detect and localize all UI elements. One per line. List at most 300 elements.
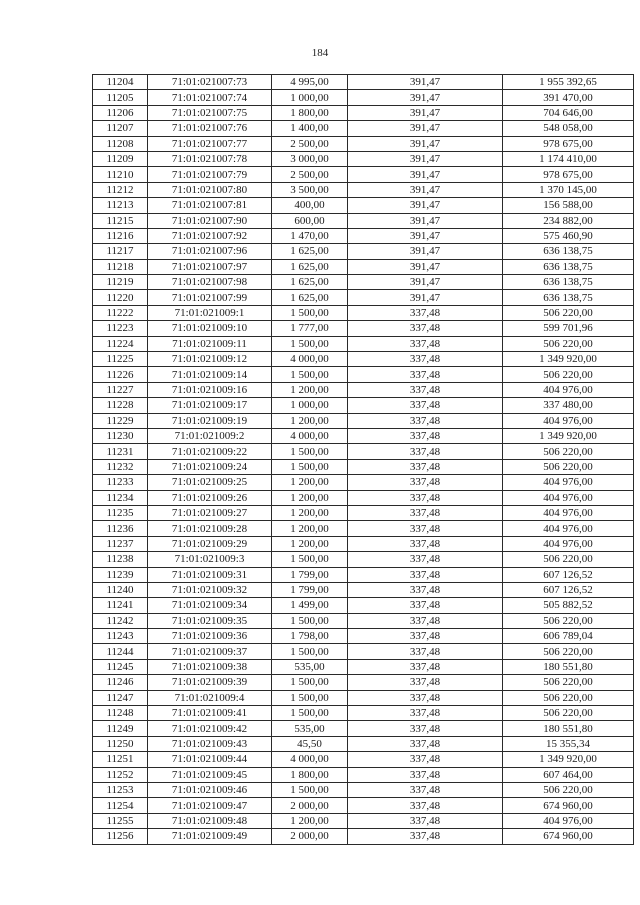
cadastral-value-cell: 506 220,00 xyxy=(503,459,634,474)
area-cell: 1 500,00 xyxy=(272,552,348,567)
row-number-cell: 11239 xyxy=(93,567,148,582)
specific-value-cell: 337,48 xyxy=(348,690,503,705)
cadastral-value-cell: 636 138,75 xyxy=(503,275,634,290)
row-number-cell: 11252 xyxy=(93,767,148,782)
cadastral-number-cell: 71:01:021009:45 xyxy=(148,767,272,782)
table-row xyxy=(93,290,634,305)
area-cell: 1 625,00 xyxy=(272,244,348,259)
cadastral-number-cell: 71:01:021009:46 xyxy=(148,782,272,797)
area-cell: 1 499,00 xyxy=(272,598,348,613)
area-cell: 1 500,00 xyxy=(272,706,348,721)
specific-value-cell: 391,47 xyxy=(348,213,503,228)
row-number-cell: 11220 xyxy=(93,290,148,305)
row-number-cell: 11246 xyxy=(93,675,148,690)
area-cell: 1 500,00 xyxy=(272,305,348,320)
row-number-cell: 11253 xyxy=(93,782,148,797)
specific-value-cell: 391,47 xyxy=(348,105,503,120)
table-row xyxy=(93,321,634,336)
area-cell: 1 200,00 xyxy=(272,413,348,428)
cadastral-value-cell: 180 551,80 xyxy=(503,721,634,736)
row-number-cell: 11217 xyxy=(93,244,148,259)
cadastral-number-cell: 71:01:021009:41 xyxy=(148,706,272,721)
cadastral-number-cell: 71:01:021009:3 xyxy=(148,552,272,567)
row-number-cell: 11256 xyxy=(93,829,148,844)
row-number-cell: 11216 xyxy=(93,228,148,243)
table-row xyxy=(93,428,634,443)
cadastral-value-cell: 1 955 392,65 xyxy=(503,75,634,90)
cadastral-number-cell: 71:01:021009:28 xyxy=(148,521,272,536)
specific-value-cell: 391,47 xyxy=(348,244,503,259)
specific-value-cell: 337,48 xyxy=(348,352,503,367)
cadastral-number-cell: 71:01:021009:32 xyxy=(148,582,272,597)
table-row xyxy=(93,382,634,397)
cadastral-value-cell: 674 960,00 xyxy=(503,798,634,813)
row-number-cell: 11231 xyxy=(93,444,148,459)
cadastral-value-cell: 607 126,52 xyxy=(503,567,634,582)
table-row xyxy=(93,613,634,628)
specific-value-cell: 337,48 xyxy=(348,459,503,474)
row-number-cell: 11207 xyxy=(93,121,148,136)
cadastral-value-cell: 506 220,00 xyxy=(503,782,634,797)
specific-value-cell: 391,47 xyxy=(348,290,503,305)
row-number-cell: 11204 xyxy=(93,75,148,90)
area-cell: 1 800,00 xyxy=(272,767,348,782)
row-number-cell: 11247 xyxy=(93,690,148,705)
cadastral-number-cell: 71:01:021007:76 xyxy=(148,121,272,136)
specific-value-cell: 337,48 xyxy=(348,613,503,628)
cadastral-value-cell: 599 701,96 xyxy=(503,321,634,336)
specific-value-cell: 337,48 xyxy=(348,505,503,520)
specific-value-cell: 337,48 xyxy=(348,721,503,736)
specific-value-cell: 337,48 xyxy=(348,782,503,797)
specific-value-cell: 337,48 xyxy=(348,536,503,551)
cadastral-number-cell: 71:01:021009:16 xyxy=(148,382,272,397)
area-cell: 1 200,00 xyxy=(272,813,348,828)
cadastral-value-cell: 607 126,52 xyxy=(503,582,634,597)
area-cell: 4 000,00 xyxy=(272,428,348,443)
area-cell: 1 400,00 xyxy=(272,121,348,136)
specific-value-cell: 337,48 xyxy=(348,321,503,336)
row-number-cell: 11209 xyxy=(93,151,148,166)
area-cell: 1 625,00 xyxy=(272,275,348,290)
specific-value-cell: 391,47 xyxy=(348,198,503,213)
row-number-cell: 11251 xyxy=(93,752,148,767)
cadastral-value-cell: 156 588,00 xyxy=(503,198,634,213)
area-cell: 1 500,00 xyxy=(272,782,348,797)
area-cell: 2 000,00 xyxy=(272,829,348,844)
cadastral-value-cell: 404 976,00 xyxy=(503,536,634,551)
row-number-cell: 11208 xyxy=(93,136,148,151)
specific-value-cell: 337,48 xyxy=(348,413,503,428)
cadastral-number-cell: 71:01:021009:38 xyxy=(148,659,272,674)
cadastral-value-cell: 404 976,00 xyxy=(503,413,634,428)
cadastral-value-cell: 505 882,52 xyxy=(503,598,634,613)
specific-value-cell: 337,48 xyxy=(348,490,503,505)
table-row xyxy=(93,706,634,721)
row-number-cell: 11234 xyxy=(93,490,148,505)
cadastral-value-cell: 404 976,00 xyxy=(503,813,634,828)
cadastral-value-cell: 1 174 410,00 xyxy=(503,151,634,166)
table-row xyxy=(93,767,634,782)
specific-value-cell: 337,48 xyxy=(348,767,503,782)
cadastral-number-cell: 71:01:021009:17 xyxy=(148,398,272,413)
table-row xyxy=(93,782,634,797)
cadastral-value-cell: 15 355,34 xyxy=(503,736,634,751)
cadastral-number-cell: 71:01:021007:81 xyxy=(148,198,272,213)
cadastral-value-cell: 674 960,00 xyxy=(503,829,634,844)
area-cell: 600,00 xyxy=(272,213,348,228)
table-row xyxy=(93,413,634,428)
area-cell: 1 500,00 xyxy=(272,459,348,474)
row-number-cell: 11229 xyxy=(93,413,148,428)
cadastral-value-cell: 506 220,00 xyxy=(503,613,634,628)
area-cell: 1 200,00 xyxy=(272,536,348,551)
row-number-cell: 11205 xyxy=(93,90,148,105)
row-number-cell: 11230 xyxy=(93,428,148,443)
cadastral-number-cell: 71:01:021007:75 xyxy=(148,105,272,120)
area-cell: 1 500,00 xyxy=(272,690,348,705)
table-row xyxy=(93,505,634,520)
specific-value-cell: 391,47 xyxy=(348,259,503,274)
table-row xyxy=(93,752,634,767)
row-number-cell: 11227 xyxy=(93,382,148,397)
specific-value-cell: 337,48 xyxy=(348,659,503,674)
row-number-cell: 11213 xyxy=(93,198,148,213)
cadastral-number-cell: 71:01:021009:25 xyxy=(148,475,272,490)
table-row xyxy=(93,198,634,213)
table-row xyxy=(93,75,634,90)
row-number-cell: 11244 xyxy=(93,644,148,659)
cadastral-value-cell: 404 976,00 xyxy=(503,475,634,490)
table-row xyxy=(93,721,634,736)
area-cell: 400,00 xyxy=(272,198,348,213)
row-number-cell: 11218 xyxy=(93,259,148,274)
table-row xyxy=(93,736,634,751)
area-cell: 1 500,00 xyxy=(272,613,348,628)
cadastral-number-cell: 71:01:021009:19 xyxy=(148,413,272,428)
specific-value-cell: 391,47 xyxy=(348,275,503,290)
cadastral-number-cell: 71:01:021009:27 xyxy=(148,505,272,520)
specific-value-cell: 337,48 xyxy=(348,552,503,567)
cadastral-number-cell: 71:01:021007:74 xyxy=(148,90,272,105)
table-row xyxy=(93,398,634,413)
cadastral-number-cell: 71:01:021009:4 xyxy=(148,690,272,705)
cadastral-number-cell: 71:01:021007:80 xyxy=(148,182,272,197)
cadastral-number-cell: 71:01:021009:22 xyxy=(148,444,272,459)
area-cell: 1 500,00 xyxy=(272,644,348,659)
cadastral-value-cell: 606 789,04 xyxy=(503,629,634,644)
cadastral-value-cell: 506 220,00 xyxy=(503,336,634,351)
area-cell: 1 200,00 xyxy=(272,521,348,536)
cadastral-number-cell: 71:01:021009:24 xyxy=(148,459,272,474)
cadastral-number-cell: 71:01:021009:11 xyxy=(148,336,272,351)
page-number: 184 xyxy=(311,47,329,59)
specific-value-cell: 337,48 xyxy=(348,829,503,844)
area-cell: 45,50 xyxy=(272,736,348,751)
area-cell: 535,00 xyxy=(272,721,348,736)
row-number-cell: 11242 xyxy=(93,613,148,628)
cadastral-value-cell: 506 220,00 xyxy=(503,444,634,459)
cadastral-number-cell: 71:01:021009:10 xyxy=(148,321,272,336)
row-number-cell: 11243 xyxy=(93,629,148,644)
row-number-cell: 11235 xyxy=(93,505,148,520)
table-row xyxy=(93,659,634,674)
row-number-cell: 11222 xyxy=(93,305,148,320)
row-number-cell: 11228 xyxy=(93,398,148,413)
area-cell: 1 800,00 xyxy=(272,105,348,120)
cadastral-number-cell: 71:01:021007:77 xyxy=(148,136,272,151)
area-cell: 3 500,00 xyxy=(272,182,348,197)
area-cell: 1 500,00 xyxy=(272,336,348,351)
cadastral-number-cell: 71:01:021009:47 xyxy=(148,798,272,813)
table-row xyxy=(93,567,634,582)
cadastral-number-cell: 71:01:021009:48 xyxy=(148,813,272,828)
table-row xyxy=(93,105,634,120)
cadastral-number-cell: 71:01:021007:99 xyxy=(148,290,272,305)
row-number-cell: 11219 xyxy=(93,275,148,290)
row-number-cell: 11236 xyxy=(93,521,148,536)
specific-value-cell: 337,48 xyxy=(348,644,503,659)
cadastral-value-cell: 1 370 145,00 xyxy=(503,182,634,197)
table-row xyxy=(93,644,634,659)
area-cell: 535,00 xyxy=(272,659,348,674)
area-cell: 2 500,00 xyxy=(272,136,348,151)
table-row xyxy=(93,367,634,382)
cadastral-number-cell: 71:01:021007:97 xyxy=(148,259,272,274)
row-number-cell: 11232 xyxy=(93,459,148,474)
cadastral-number-cell: 71:01:021009:44 xyxy=(148,752,272,767)
cadastral-number-cell: 71:01:021009:35 xyxy=(148,613,272,628)
table-row xyxy=(93,690,634,705)
cadastral-value-cell: 506 220,00 xyxy=(503,644,634,659)
table-row xyxy=(93,213,634,228)
table-row xyxy=(93,275,634,290)
table-body xyxy=(93,75,634,845)
cadastral-value-cell: 1 349 920,00 xyxy=(503,752,634,767)
cadastral-value-cell: 404 976,00 xyxy=(503,505,634,520)
area-cell: 1 500,00 xyxy=(272,675,348,690)
cadastral-number-cell: 71:01:021009:29 xyxy=(148,536,272,551)
cadastral-number-cell: 71:01:021009:42 xyxy=(148,721,272,736)
cadastral-number-cell: 71:01:021007:73 xyxy=(148,75,272,90)
specific-value-cell: 337,48 xyxy=(348,813,503,828)
cadastral-number-cell: 71:01:021007:90 xyxy=(148,213,272,228)
cadastral-value-cell: 506 220,00 xyxy=(503,675,634,690)
table-row xyxy=(93,121,634,136)
specific-value-cell: 337,48 xyxy=(348,752,503,767)
cadastral-value-cell: 548 058,00 xyxy=(503,121,634,136)
table-row xyxy=(93,259,634,274)
row-number-cell: 11212 xyxy=(93,182,148,197)
cadastral-value-cell: 506 220,00 xyxy=(503,367,634,382)
table-row xyxy=(93,228,634,243)
cadastral-number-cell: 71:01:021009:43 xyxy=(148,736,272,751)
specific-value-cell: 391,47 xyxy=(348,136,503,151)
row-number-cell: 11224 xyxy=(93,336,148,351)
table-row xyxy=(93,490,634,505)
table-row xyxy=(93,813,634,828)
table-row xyxy=(93,305,634,320)
cadastral-number-cell: 71:01:021007:79 xyxy=(148,167,272,182)
specific-value-cell: 391,47 xyxy=(348,182,503,197)
specific-value-cell: 391,47 xyxy=(348,121,503,136)
specific-value-cell: 337,48 xyxy=(348,305,503,320)
table-row xyxy=(93,167,634,182)
cadastral-value-cell: 704 646,00 xyxy=(503,105,634,120)
specific-value-cell: 337,48 xyxy=(348,428,503,443)
specific-value-cell: 337,48 xyxy=(348,736,503,751)
row-number-cell: 11238 xyxy=(93,552,148,567)
table-row xyxy=(93,475,634,490)
area-cell: 1 200,00 xyxy=(272,382,348,397)
specific-value-cell: 337,48 xyxy=(348,675,503,690)
table-row xyxy=(93,182,634,197)
row-number-cell: 11254 xyxy=(93,798,148,813)
row-number-cell: 11223 xyxy=(93,321,148,336)
specific-value-cell: 337,48 xyxy=(348,582,503,597)
row-number-cell: 11210 xyxy=(93,167,148,182)
cadastral-value-cell: 636 138,75 xyxy=(503,259,634,274)
cadastral-value-cell: 575 460,90 xyxy=(503,228,634,243)
cadastral-number-cell: 71:01:021009:12 xyxy=(148,352,272,367)
specific-value-cell: 337,48 xyxy=(348,398,503,413)
specific-value-cell: 337,48 xyxy=(348,521,503,536)
table-row xyxy=(93,151,634,166)
cadastral-value-cell: 506 220,00 xyxy=(503,706,634,721)
cadastral-number-cell: 71:01:021009:26 xyxy=(148,490,272,505)
table-row xyxy=(93,829,634,844)
table-row xyxy=(93,552,634,567)
specific-value-cell: 391,47 xyxy=(348,90,503,105)
specific-value-cell: 337,48 xyxy=(348,367,503,382)
area-cell: 4 000,00 xyxy=(272,752,348,767)
cadastral-value-cell: 506 220,00 xyxy=(503,690,634,705)
row-number-cell: 11250 xyxy=(93,736,148,751)
cadastral-number-cell: 71:01:021009:2 xyxy=(148,428,272,443)
cadastral-number-cell: 71:01:021009:31 xyxy=(148,567,272,582)
row-number-cell: 11233 xyxy=(93,475,148,490)
row-number-cell: 11248 xyxy=(93,706,148,721)
specific-value-cell: 391,47 xyxy=(348,151,503,166)
table-row xyxy=(93,136,634,151)
area-cell: 1 777,00 xyxy=(272,321,348,336)
area-cell: 1 625,00 xyxy=(272,290,348,305)
cadastral-value-cell: 337 480,00 xyxy=(503,398,634,413)
specific-value-cell: 337,48 xyxy=(348,598,503,613)
cadastral-number-cell: 71:01:021009:37 xyxy=(148,644,272,659)
cadastral-value-cell: 636 138,75 xyxy=(503,244,634,259)
specific-value-cell: 337,48 xyxy=(348,382,503,397)
cadastral-value-cell: 180 551,80 xyxy=(503,659,634,674)
specific-value-cell: 337,48 xyxy=(348,629,503,644)
area-cell: 1 200,00 xyxy=(272,475,348,490)
table-row xyxy=(93,90,634,105)
specific-value-cell: 337,48 xyxy=(348,798,503,813)
specific-value-cell: 337,48 xyxy=(348,567,503,582)
area-cell: 3 000,00 xyxy=(272,151,348,166)
row-number-cell: 11225 xyxy=(93,352,148,367)
table-row xyxy=(93,521,634,536)
area-cell: 1 470,00 xyxy=(272,228,348,243)
cadastral-number-cell: 71:01:021009:34 xyxy=(148,598,272,613)
cadastral-number-cell: 71:01:021007:78 xyxy=(148,151,272,166)
cadastral-value-cell: 607 464,00 xyxy=(503,767,634,782)
cadastral-value-cell: 978 675,00 xyxy=(503,167,634,182)
cadastral-number-cell: 71:01:021007:98 xyxy=(148,275,272,290)
cadastral-number-cell: 71:01:021009:39 xyxy=(148,675,272,690)
row-number-cell: 11245 xyxy=(93,659,148,674)
cadastral-value-cell: 506 220,00 xyxy=(503,305,634,320)
cadastral-number-cell: 71:01:021009:36 xyxy=(148,629,272,644)
specific-value-cell: 391,47 xyxy=(348,75,503,90)
area-cell: 1 500,00 xyxy=(272,367,348,382)
area-cell: 1 200,00 xyxy=(272,490,348,505)
area-cell: 1 500,00 xyxy=(272,444,348,459)
area-cell: 2 000,00 xyxy=(272,798,348,813)
area-cell: 1 000,00 xyxy=(272,398,348,413)
area-cell: 1 799,00 xyxy=(272,582,348,597)
cadastral-value-cell: 404 976,00 xyxy=(503,521,634,536)
table-row xyxy=(93,352,634,367)
table-row xyxy=(93,675,634,690)
area-cell: 1 625,00 xyxy=(272,259,348,274)
table-row xyxy=(93,459,634,474)
table-row xyxy=(93,244,634,259)
table-row xyxy=(93,582,634,597)
area-cell: 4 000,00 xyxy=(272,352,348,367)
cadastral-value-cell: 1 349 920,00 xyxy=(503,352,634,367)
cadastral-value-cell: 636 138,75 xyxy=(503,290,634,305)
table-row xyxy=(93,336,634,351)
row-number-cell: 11249 xyxy=(93,721,148,736)
specific-value-cell: 337,48 xyxy=(348,336,503,351)
area-cell: 1 799,00 xyxy=(272,567,348,582)
cadastral-value-cell: 391 470,00 xyxy=(503,90,634,105)
cadastral-number-cell: 71:01:021007:96 xyxy=(148,244,272,259)
cadastral-number-cell: 71:01:021007:92 xyxy=(148,228,272,243)
row-number-cell: 11255 xyxy=(93,813,148,828)
row-number-cell: 11215 xyxy=(93,213,148,228)
row-number-cell: 11241 xyxy=(93,598,148,613)
cadastral-value-cell: 1 349 920,00 xyxy=(503,428,634,443)
row-number-cell: 11206 xyxy=(93,105,148,120)
cadastral-value-table xyxy=(92,74,634,845)
cadastral-value-cell: 404 976,00 xyxy=(503,490,634,505)
cadastral-number-cell: 71:01:021009:49 xyxy=(148,829,272,844)
cadastral-value-cell: 506 220,00 xyxy=(503,552,634,567)
specific-value-cell: 337,48 xyxy=(348,444,503,459)
specific-value-cell: 391,47 xyxy=(348,167,503,182)
cadastral-value-cell: 978 675,00 xyxy=(503,136,634,151)
specific-value-cell: 391,47 xyxy=(348,228,503,243)
cadastral-value-cell: 404 976,00 xyxy=(503,382,634,397)
table-row xyxy=(93,444,634,459)
area-cell: 1 200,00 xyxy=(272,505,348,520)
cadastral-number-cell: 71:01:021009:14 xyxy=(148,367,272,382)
table-row xyxy=(93,536,634,551)
area-cell: 1 000,00 xyxy=(272,90,348,105)
cadastral-value-cell: 234 882,00 xyxy=(503,213,634,228)
table-row xyxy=(93,798,634,813)
row-number-cell: 11240 xyxy=(93,582,148,597)
table-row xyxy=(93,629,634,644)
area-cell: 4 995,00 xyxy=(272,75,348,90)
area-cell: 2 500,00 xyxy=(272,167,348,182)
table-row xyxy=(93,598,634,613)
specific-value-cell: 337,48 xyxy=(348,475,503,490)
row-number-cell: 11237 xyxy=(93,536,148,551)
specific-value-cell: 337,48 xyxy=(348,706,503,721)
